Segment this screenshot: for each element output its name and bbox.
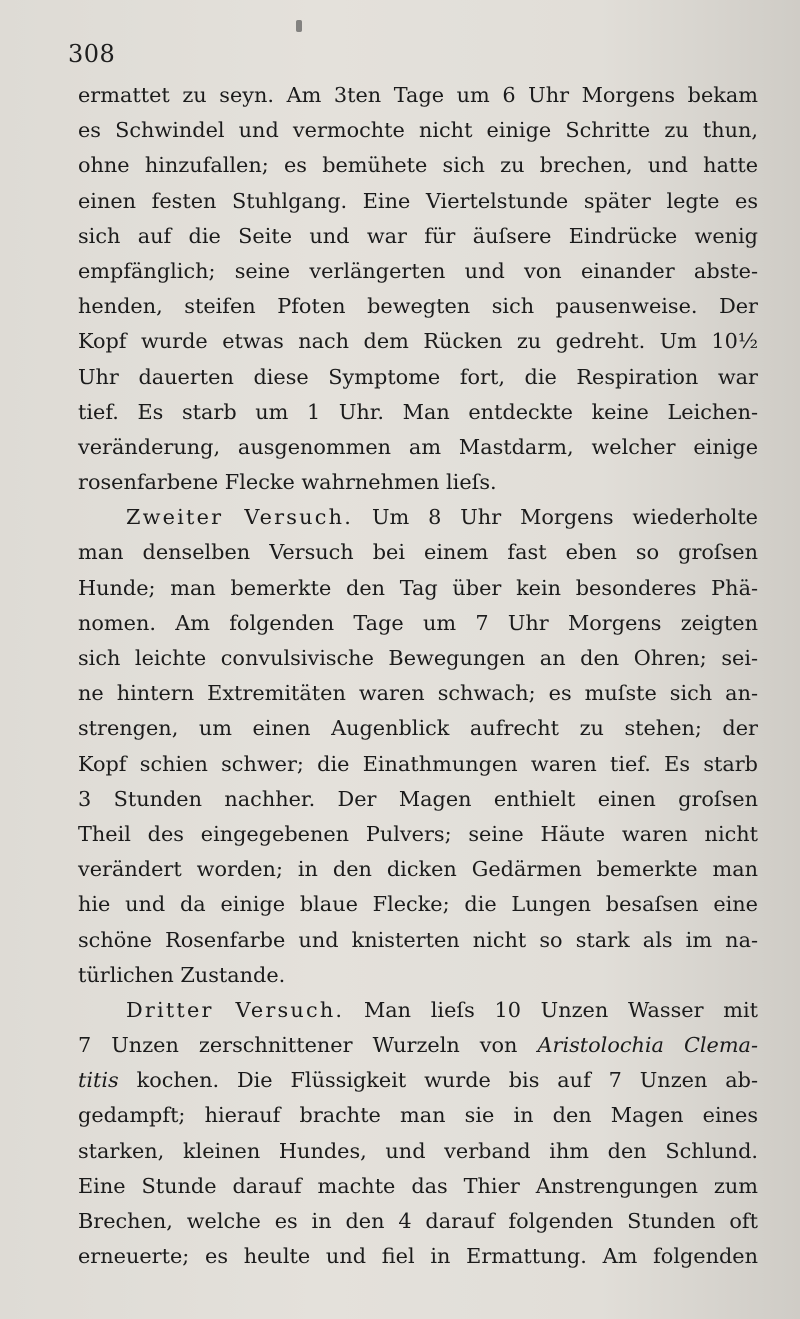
text-line <box>78 395 758 430</box>
text-segment: rosenfarbene Flecke wahrnehmen lieſs. <box>78 470 497 495</box>
text-line <box>78 571 758 606</box>
text-segment: Um 8 Uhr Morgens wiederholte <box>353 505 758 530</box>
text-line <box>78 148 758 183</box>
text-segment: erneuerte; es heulte und fiel in Ermattung. Am folgenden <box>78 1244 758 1269</box>
text-line <box>78 1063 758 1098</box>
text-line <box>78 360 758 395</box>
text-line <box>78 606 758 641</box>
text-segment: Eine Stunde darauf machte das Thier Anstrengungen zum <box>78 1173 758 1198</box>
text-segment: veränderung, ausgenommen am Mastdarm, welcher einige <box>78 434 758 459</box>
text-line <box>78 923 758 958</box>
text-line <box>78 1204 758 1239</box>
text-line <box>78 852 758 887</box>
text-segment: Man lieſs 10 Unzen Wasser mit <box>344 997 758 1022</box>
text-segment: ne hintern Extremitäten waren schwach; es muſste sich an- <box>78 681 758 706</box>
text-line <box>78 817 758 852</box>
text-segment: Kopf wurde etwas nach dem Rücken zu gedreht. Um 10½ <box>78 329 758 354</box>
text-segment: empfänglich; seine verlängerten und von einander abste- <box>78 258 758 283</box>
text-segment: gedampft; hierauf brachte man sie in den Magen eines <box>78 1103 758 1128</box>
text-segment: kochen. Die Flüssigkeit wurde bis auf 7 Unzen ab- <box>118 1068 758 1093</box>
text-line <box>78 1098 758 1133</box>
text-line <box>78 711 758 746</box>
text-segment: 7 Unzen zerschnittener Wurzeln von <box>78 1033 538 1058</box>
text-segment: es Schwindel und vermochte nicht einige Schritte zu thun, <box>78 118 758 143</box>
text-line <box>78 641 758 676</box>
text-line <box>78 1028 758 1063</box>
text-line <box>78 500 758 535</box>
italic-term: Aristolochia Clema- <box>537 1033 758 1058</box>
text-segment: henden, steifen Pfoten bewegten sich pausenweise. Der <box>78 294 758 319</box>
text-segment: Theil des eingegebenen Pulvers; seine Häute waren nicht <box>78 821 758 846</box>
text-segment: ohne hinzufallen; es bemühete sich zu brechen, und hatte <box>78 153 758 178</box>
text-segment: man denselben Versuch bei einem fast eben so groſsen <box>78 540 758 565</box>
text-segment: sich auf die Seite und war für äuſsere Eindrücke wenig <box>78 223 758 248</box>
text-line <box>78 887 758 922</box>
text-line <box>78 78 758 113</box>
text-line <box>78 782 758 817</box>
text-segment: hie und da einige blaue Flecke; die Lungen besaſsen eine <box>78 892 758 917</box>
text-segment: strengen, um einen Augenblick aufrecht zu stehen; der <box>78 716 758 741</box>
text-line <box>78 465 758 500</box>
text-line <box>78 747 758 782</box>
text-line <box>78 430 758 465</box>
text-line <box>78 254 758 289</box>
text-segment: verändert worden; in den dicken Gedärmen bemerkte man <box>78 857 758 882</box>
text-segment: 3 Stunden nachher. Der Magen enthielt einen groſsen <box>78 786 758 811</box>
text-line <box>78 219 758 254</box>
text-line <box>78 958 758 993</box>
text-line <box>78 184 758 219</box>
text-line <box>78 676 758 711</box>
text-segment: sich leichte convulsivische Bewegungen an den Ohren; sei- <box>78 646 758 670</box>
text-segment: türlichen Zustande. <box>78 962 286 987</box>
text-line <box>78 113 758 148</box>
text-segment: einen festen Stuhlgang. Eine Viertelstunde später legte es <box>78 188 758 213</box>
page-number: 308 <box>68 40 116 68</box>
text-line <box>78 1134 758 1169</box>
section-heading: Zweiter Versuch. <box>126 505 354 530</box>
text-segment: starken, kleinen Hundes, und verband ihm den Schlund. <box>78 1138 758 1163</box>
text-segment: schöne Rosenfarbe und knisterten nicht so stark als im na- <box>78 927 758 952</box>
section-heading: Dritter Versuch. <box>126 997 345 1022</box>
text-line <box>78 1239 758 1274</box>
text-segment: nomen. Am folgenden Tage um 7 Uhr Morgens zeigten <box>78 610 758 635</box>
text-line <box>78 1169 758 1204</box>
text-segment: tief. Es starb um 1 Uhr. Man entdeckte keine Leichen- <box>78 399 758 424</box>
ink-mark <box>296 20 302 32</box>
text-segment: Hunde; man bemerkte den Tag über kein besonderes Phä- <box>78 575 758 600</box>
text-segment: Brechen, welche es in den 4 darauf folgenden Stunden oft <box>78 1209 758 1233</box>
body-text <box>78 78 758 1274</box>
text-line <box>78 289 758 324</box>
text-line <box>78 535 758 570</box>
text-segment: ermattet zu seyn. Am 3ten Tage um 6 Uhr Morgens bekam <box>78 83 758 107</box>
text-segment: Uhr dauerten diese Symptome fort, die Respiration war <box>78 364 758 389</box>
text-segment: Kopf schien schwer; die Einathmungen waren tief. Es starb <box>78 751 758 776</box>
text-line <box>78 993 758 1028</box>
italic-term: titis <box>78 1068 119 1093</box>
text-line <box>78 324 758 359</box>
